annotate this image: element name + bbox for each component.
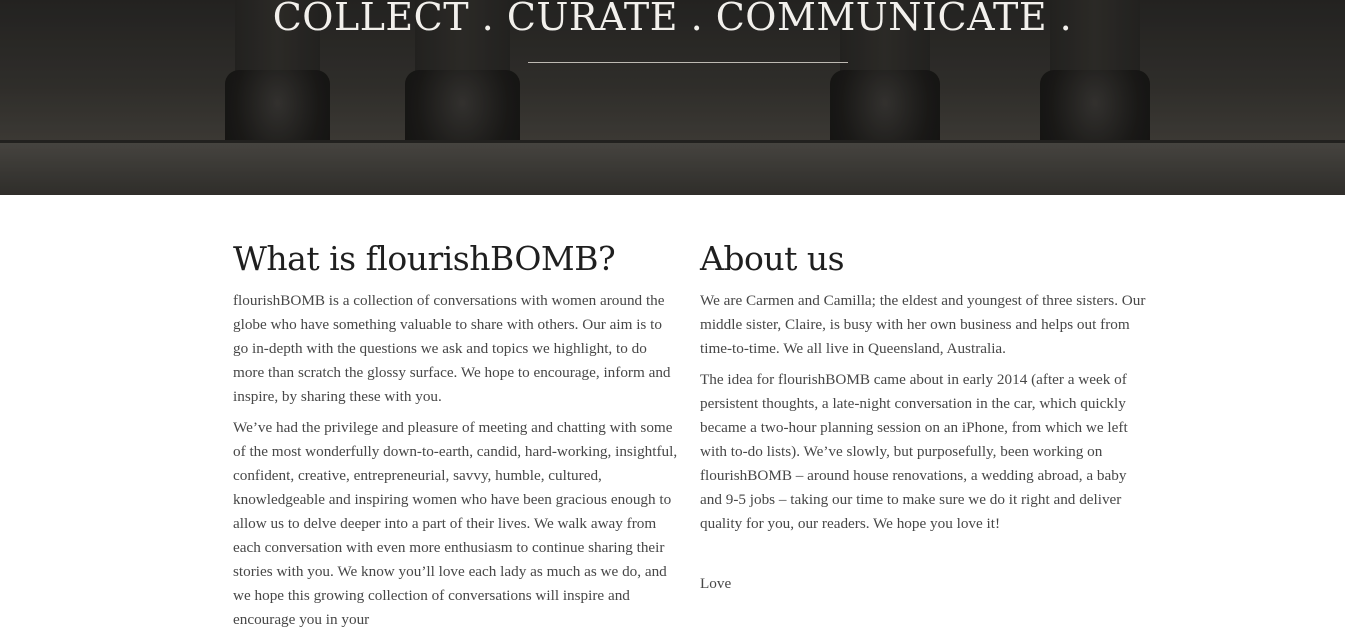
about-us-section bbox=[700, 239, 1146, 603]
hero-banner bbox=[0, 0, 1345, 195]
what-is-paragraph: We’ve had the privilege and pleasure of meeting and chatting with some of the most wonderfully down-to-earth, candid, hard-working, insightful, confident, creative, entrepreneurial, savvy, humble, cultured, knowledgeable and inspiring women who have been gracious enough to allow us to delve deeper into a part of their lives. We walk away from each conversation with even more enthusiasm to continue sharing their stories with you. We know you’ll love each lady as much as we do, and we hope this growing collection of conversations will inspire and encourage you in your bbox=[233, 419, 678, 628]
about-us-paragraph: The idea for flourishBOMB came about in early 2014 (after a week of persistent thoughts, a late-night conversation in the car, which quickly became a two-hour planning session on an iPhone, from which we left with to-do lists). We’ve slowly, but purposefully, been working on flourishBOMB – around house renovations, a wedding abroad, a baby and 9-5 jobs – taking our time to make sure we do it right and deliver quality for you, our readers. We hope you love it! bbox=[700, 371, 1128, 532]
hero-tagline: COLLECT . CURATE . COMMUNICATE . bbox=[272, 0, 1073, 39]
what-is-heading: What is flourishBOMB? bbox=[233, 239, 616, 278]
what-is-section bbox=[233, 239, 679, 639]
about-us-signoff: Love bbox=[700, 575, 732, 592]
what-is-paragraph: flourishBOMB is a collection of conversations with women around the globe who have something valuable to share with others. Our aim is to go in-depth with the questions we ask and topics we highlight, to do more than scratch the glossy surface. We hope to encourage, inform and inspire, by sharing these with you. bbox=[233, 292, 671, 405]
about-us-paragraph: We are Carmen and Camilla; the eldest and youngest of three sisters. Our middle sister, Claire, is busy with her own business and helps out from time-to-time. We all live in Queensland, Australia. bbox=[700, 292, 1146, 357]
tagline-divider bbox=[528, 62, 848, 63]
about-us-heading: About us bbox=[700, 239, 845, 278]
